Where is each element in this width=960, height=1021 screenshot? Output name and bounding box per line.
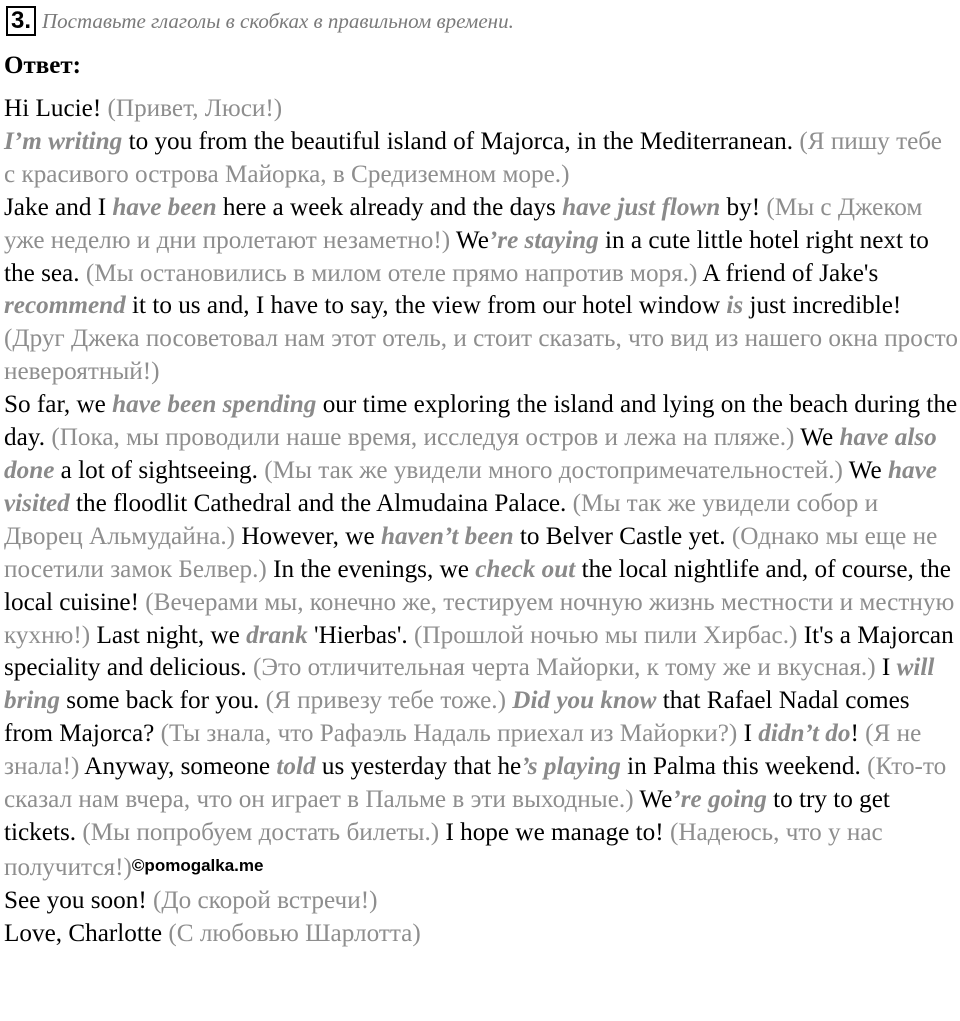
paragraph-1	[4, 126, 959, 192]
verb-answer: haven’t been	[380, 522, 514, 550]
verb-answer: recommend	[4, 292, 126, 320]
russian-translation: (Друг Джека посоветовал нам этот отель, и стоит сказать, что вид из нашего окна просто невероятный!)	[4, 325, 958, 386]
russian-translation: (Мы так же увидели много достопримечательностей.)	[264, 456, 843, 484]
english-text: by!	[720, 193, 767, 221]
english-text: in Palma this weekend.	[620, 753, 868, 781]
verb-answer: ’s playing	[521, 753, 621, 781]
russian-translation: (Пока, мы проводили наше время, исследуя остров и лежа на пляже.)	[51, 424, 795, 452]
verb-answer: ’re staying	[488, 226, 599, 254]
verb-answer: is	[726, 292, 744, 320]
russian-translation: (Мы с Джеком уже неделю и дни пролетают незаметно!)	[4, 193, 923, 254]
english-text: to you from the beautiful island of Majorca, in the Mediterranean.	[122, 127, 800, 155]
greeting-russian: (Привет, Люси!)	[107, 95, 283, 122]
english-text: the floodlit Cathedral and the Almudaina Palace.	[69, 489, 573, 517]
verb-answer: have also done	[4, 424, 937, 484]
russian-translation: (Ты знала, что Рафаэль Надаль приехал из Майорки?)	[160, 720, 738, 748]
english-text: here a week already and the days	[216, 193, 563, 221]
verb-answer: ’re going	[672, 786, 767, 814]
site-watermark: ©pomogalka.me	[131, 855, 264, 875]
russian-translation: (Однако мы еще не посетили замок Белвер.)	[4, 522, 938, 583]
signature-line	[4, 918, 959, 951]
task-instruction: Поставьте глаголы в скобках в правильном времени.	[42, 8, 514, 33]
russian-translation: (Я пишу тебе с красивого острова Майорка, в Средиземном море.)	[4, 127, 942, 188]
paragraph-2	[4, 192, 959, 389]
english-text: a lot of sightseeing.	[54, 456, 265, 484]
english-text: I	[737, 720, 759, 748]
english-text: 'Hierbas'.	[307, 621, 415, 649]
english-text: It's a Majorcan speciality and delicious.	[4, 621, 954, 682]
greeting-line	[4, 93, 959, 126]
letter-text	[4, 93, 959, 951]
task-number: 3.	[6, 6, 36, 36]
russian-translation: (Мы остановились в милом отеле прямо напротив моря.)	[85, 259, 698, 287]
verb-answer: will bring	[4, 654, 935, 715]
english-text: We	[794, 424, 840, 452]
closing-english: See you soon!	[4, 886, 147, 914]
verb-answer: drank	[246, 621, 308, 649]
english-text: I	[875, 654, 897, 682]
signature-english: Love, Charlotte	[4, 919, 163, 947]
verb-answer: didn’t do	[758, 720, 851, 748]
english-text: Jake and I	[4, 193, 113, 221]
english-text: to Belver Castle yet.	[513, 522, 732, 550]
english-text: So far, we	[4, 391, 113, 419]
answer-label: Ответ:	[4, 52, 81, 79]
english-text: We	[842, 456, 889, 484]
russian-translation: (Это отличительная черта Майорки, к тому же и вкусная.)	[253, 654, 876, 682]
english-text: our time exploring the island and lying on the beach during the day.	[4, 391, 958, 452]
russian-translation: (Надеюсь, что у нас получится!)	[4, 818, 883, 881]
verb-answer: told	[276, 753, 316, 781]
russian-translation: (Я привезу тебе тоже.)	[265, 687, 506, 715]
greeting-english: Hi Lucie!	[4, 95, 102, 122]
closing-line	[4, 885, 959, 918]
english-text: some back for you.	[60, 687, 266, 715]
russian-translation: (Прошлой ночью мы пили Хирбас.)	[414, 621, 798, 649]
verb-answer: have been	[112, 193, 217, 221]
russian-translation: (Я не знала!)	[4, 720, 922, 781]
task-header	[6, 4, 514, 38]
english-text: to try to get tickets.	[4, 786, 890, 846]
english-text: However, we	[235, 522, 381, 550]
verb-answer: have been spending	[112, 391, 317, 419]
english-text: us yesterday that he	[315, 753, 522, 781]
verb-answer: have visited	[4, 456, 937, 517]
english-text: We	[450, 226, 489, 254]
english-text: the local nightlife and, of course, the local cuisine!	[4, 555, 951, 616]
russian-translation: (Мы попробуем достать билеты.)	[82, 818, 440, 846]
verb-answer: check out	[475, 555, 576, 583]
english-text: We	[633, 786, 673, 814]
english-text: A friend of Jake's	[697, 259, 879, 287]
russian-translation: (Мы так же увидели собор и Дворец Альмудайна.)	[4, 489, 879, 550]
english-text: in a cute little hotel right next to the sea.	[4, 226, 929, 287]
english-text: it to us and, I have to say, the view from our hotel window	[125, 292, 727, 320]
russian-translation: (Кто-то сказал нам вчера, что он играет в Пальме в эти выходные.)	[4, 753, 947, 814]
english-text: Last night, we	[90, 621, 247, 649]
english-text: In the evenings, we	[266, 555, 476, 583]
english-text: !	[850, 720, 866, 748]
signature-russian: (С любовью Шарлотта)	[168, 919, 421, 947]
english-text: that Rafael Nadal comes from Majorca?	[4, 687, 910, 748]
closing-russian: (До скорой встречи!)	[153, 886, 378, 914]
english-text: just incredible!	[743, 292, 902, 320]
russian-translation: (Вечерами мы, конечно же, тестируем ночную жизнь местности и местную кухню!)	[4, 588, 955, 649]
paragraph-3	[4, 389, 959, 885]
verb-answer: Did you know	[512, 687, 657, 715]
english-text: I hope we manage to!	[439, 818, 670, 846]
english-text: Anyway, someone	[79, 753, 277, 781]
verb-answer: I’m writing	[4, 127, 123, 155]
verb-answer: have just flown	[562, 193, 721, 221]
